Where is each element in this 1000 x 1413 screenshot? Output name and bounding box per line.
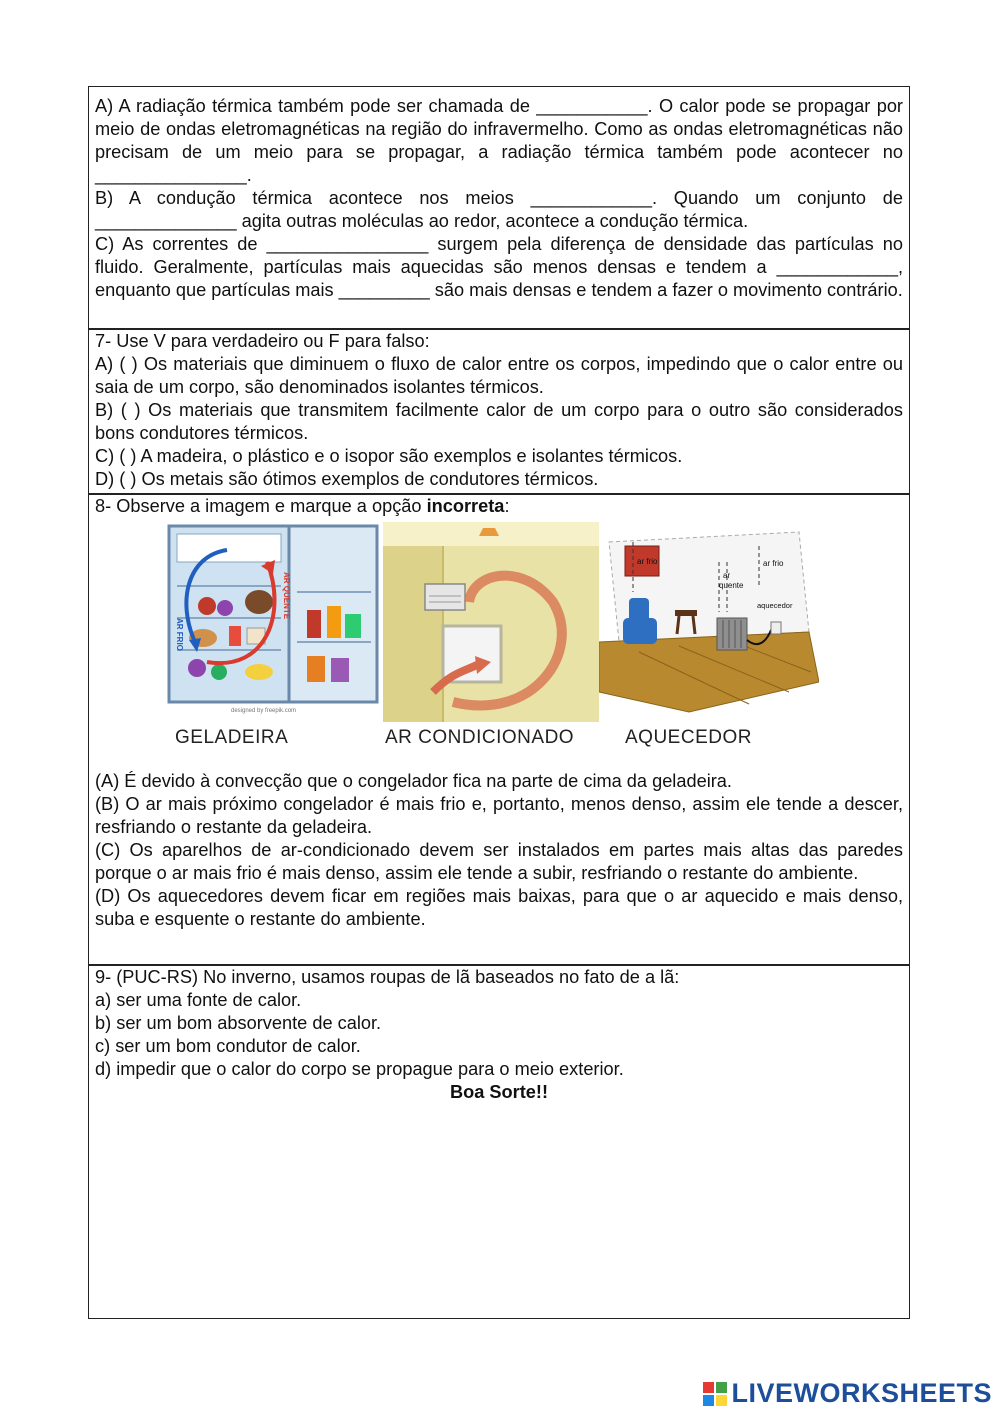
question-6-section [89, 87, 909, 328]
q6-item-a: A) A radiação térmica também pode ser chamada de ___________. O calor pode se propagar por meio de ondas eletromagnéticas na região do infravermelho. Como as ondas eletromagnéticas não precisam de um meio para se propagar, a radiação térmica também pode acontecer no _______________. [95, 96, 903, 185]
q8-option-d: (D) Os aquecedores devem ficar em regiões mais baixas, para que o ar aquecido e mais denso, suba e esquente o restante do ambiente. [95, 886, 903, 929]
q7-title: 7- Use V para verdadeiro ou F para falso: [95, 331, 430, 351]
q8-title: 8- Observe a imagem e marque a opção incorreta: [95, 496, 510, 516]
worksheet-frame [88, 86, 910, 1319]
room-aquecedor-label: aquecedor [757, 601, 793, 610]
room-arquente-label-1: ar [723, 571, 731, 580]
air-conditioner-illustration [383, 522, 599, 722]
q7-item-d: D) ( ) Os metais são ótimos exemplos de condutores térmicos. [95, 469, 599, 489]
fridge-arquente-label: AR QUENTE [282, 572, 291, 620]
liveworksheets-logo-icon [703, 1382, 727, 1406]
q6-item-b: B) A condução térmica acontece nos meios ____________. Quando um conjunto de ______________ agita outras moléculas ao redor, acontece a condução térmica. [95, 188, 903, 231]
question-7-section [89, 330, 909, 493]
q7-item-b: B) ( ) Os materiais que transmitem facilmente calor de um corpo para o outro são considerados bons condutores térmicos. [95, 400, 903, 443]
heater-room-illustration [599, 522, 819, 722]
q9-title: 9- (PUC-RS) No inverno, usamos roupas de lã baseados no fato de a lã: [95, 967, 680, 987]
liveworksheets-brand [703, 1378, 992, 1409]
question-9-section [89, 966, 909, 1104]
convection-figures [95, 522, 903, 770]
room-arfrio-right-label: ar frio [763, 559, 784, 568]
question-8-section [89, 495, 909, 964]
q9-option-a: a) ser uma fonte de calor. [95, 990, 302, 1010]
image-credit: designed by freepik.com [231, 708, 297, 714]
caption-aquecedor: AQUECEDOR [625, 727, 752, 748]
q8-option-a: (A) É devido à convecção que o congelador fica na parte de cima da geladeira. [95, 771, 732, 791]
q8-option-c: (C) Os aparelhos de ar-condicionado devem ser instalados em partes mais altas das paredes porque o ar mais frio é mais denso, assim ele tende a subir, resfriando o restante do ambiente. [95, 840, 903, 883]
fridge-arfrio-label: AR FRIO [175, 618, 184, 651]
fridge-illustration [167, 522, 383, 722]
q9-option-c: c) ser um bom condutor de calor. [95, 1036, 361, 1056]
closing-message: Boa Sorte!! [449, 1082, 548, 1102]
q8-title-emphasis: incorreta [426, 496, 505, 516]
q7-item-a: A) ( ) Os materiais que diminuem o fluxo de calor entre os corpos, impedindo que o calor entre ou saia de um corpo, são denominados isolantes térmicos. [95, 354, 903, 397]
brand-text: LIVEWORKSHEETS [731, 1378, 992, 1408]
room-arfrio-left-label: ar frio [637, 557, 658, 566]
q7-item-c: C) ( ) A madeira, o plástico e o isopor são exemplos e isolantes térmicos. [95, 446, 683, 466]
q9-option-d: d) impedir que o calor do corpo se propague para o meio exterior. [95, 1059, 624, 1079]
caption-ar-condicionado: AR CONDICIONADO [385, 727, 575, 748]
caption-geladeira: GELADEIRA [175, 727, 289, 748]
q8-option-b: (B) O ar mais próximo congelador é mais frio e, portanto, menos denso, assim ele tende a descer, resfriando o restante da geladeira. [95, 794, 903, 837]
q9-option-b: b) ser um bom absorvente de calor. [95, 1013, 382, 1033]
q6-item-c: C) As correntes de ________________ surgem pela diferença de densidade das partículas no fluido. Geralmente, partículas mais aquecidas são menos densas e tendem a ____________, enquanto que partículas mais _________ são mais densas e tendem a fazer o movimento contrário. [95, 234, 903, 300]
room-arquente-label-2: quente [719, 581, 744, 590]
